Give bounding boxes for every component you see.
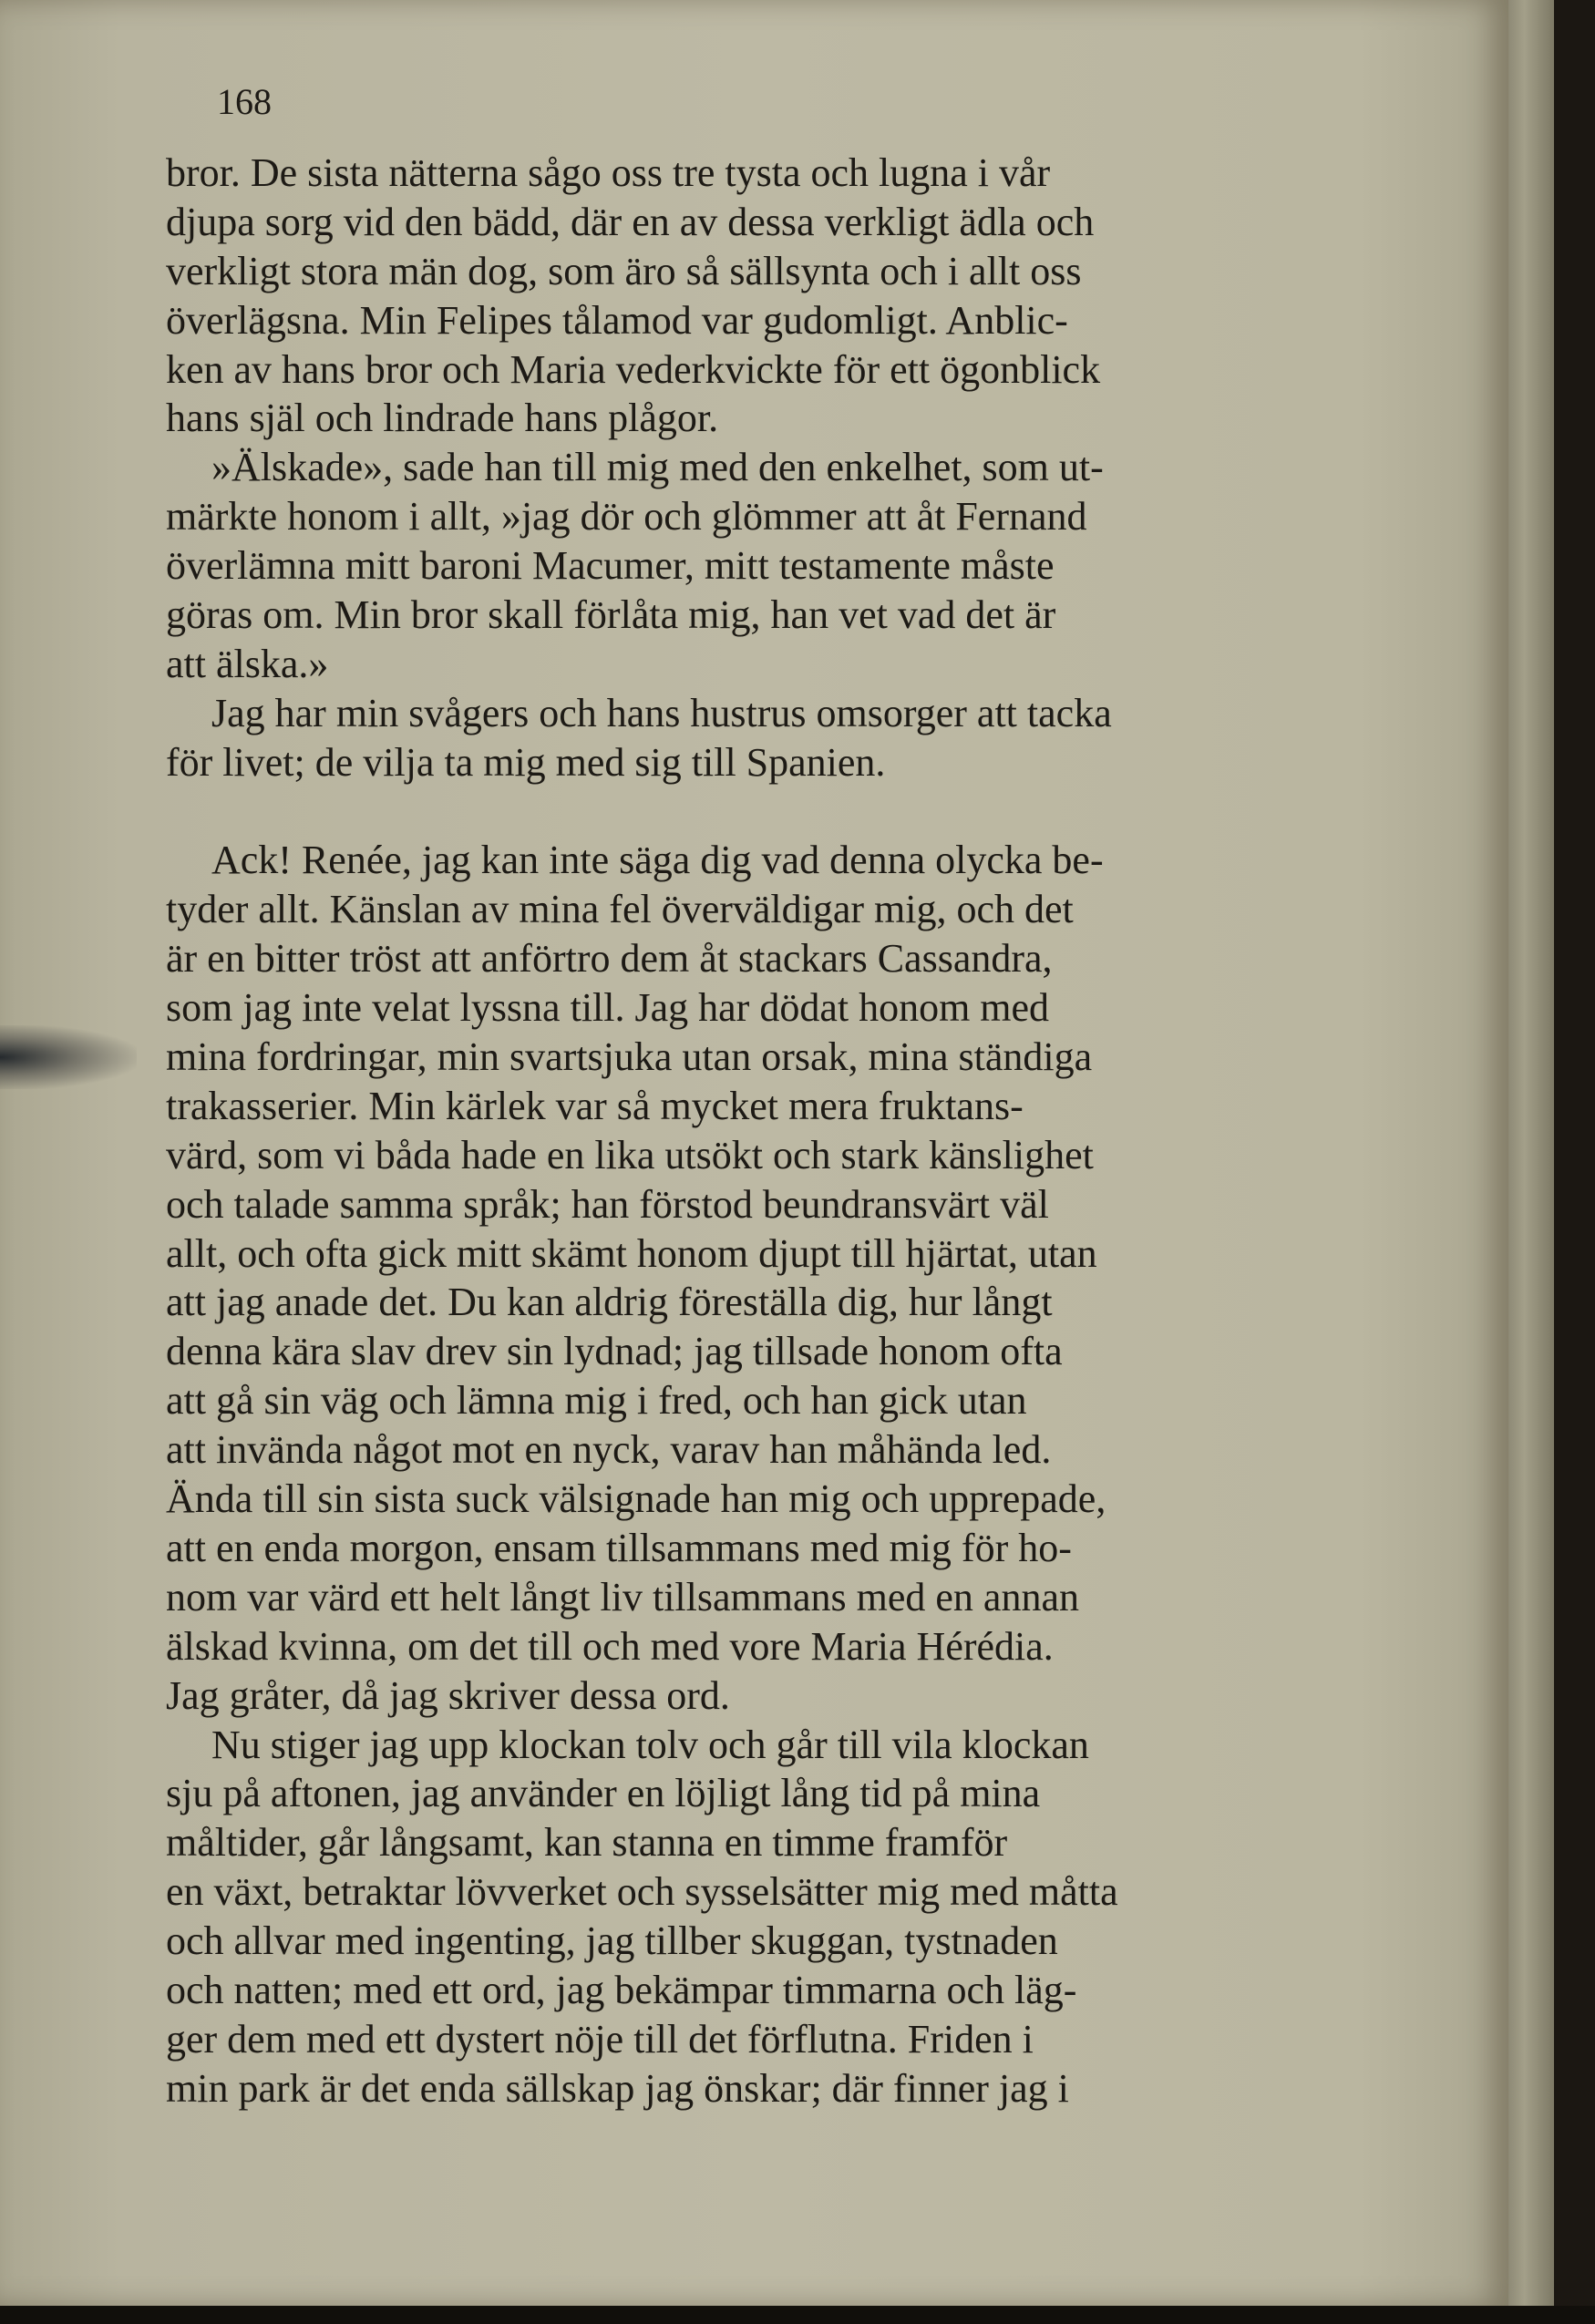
text-line: älskad kvinna, om det till och med vore Maria Hérédia.: [166, 1623, 1054, 1669]
text-line: som jag inte velat lyssna till. Jag har dödat honom med: [166, 985, 1050, 1031]
page-shadow: [0, 1025, 137, 1089]
text-line: göras om. Min bror skall förlåta mig, han vet vad det är: [166, 592, 1056, 638]
text-line: trakasserier. Min kärlek var så mycket mera fruktans-: [166, 1083, 1024, 1128]
text-line: att en enda morgon, ensam tillsammans med mig för ho-: [166, 1525, 1072, 1570]
text-line: värd, som vi båda hade en lika utsökt och stark känslighet: [166, 1132, 1094, 1177]
text-line: måltider, går långsamt, kan stanna en timme framför: [166, 1820, 1008, 1866]
text-line: Nu stiger jag upp klockan tolv och går till vila klockan: [211, 1722, 1089, 1767]
text-line: bror. De sista nätterna sågo oss tre tysta och lugna i vår: [166, 150, 1051, 195]
text-line: att gå sin väg och lämna mig i fred, och han gick utan: [166, 1378, 1027, 1424]
text-line: att invända något mot en nyck, varav han måhända led.: [166, 1427, 1052, 1473]
text-line: Ack! Renée, jag kan inte säga dig vad denna olycka be-: [211, 838, 1104, 883]
text-line: mina fordringar, min svartsjuka utan orsak, mina ständiga: [166, 1034, 1093, 1080]
text-line: ger dem med ett dystert nöje till det förflutna. Friden i: [166, 2016, 1034, 2062]
paragraph-gap: [166, 787, 1323, 837]
text-line: och allvar med ingenting, jag tillber skuggan, tystnaden: [166, 1918, 1058, 1964]
text-line: tyder allt. Känslan av mina fel överväldigar mig, och det: [166, 887, 1074, 932]
text-line: och talade samma språk; han förstod beundransvärt väl: [166, 1181, 1049, 1227]
text-line: verkligt stora män dog, som äro så sällsynta och i allt oss: [166, 248, 1082, 293]
text-line: för livet; de vilja ta mig med sig till Spanien.: [166, 739, 886, 785]
text-line: Jag har min svågers och hans hustrus omsorger att tacka: [211, 690, 1112, 735]
body-text: [166, 149, 1323, 2113]
text-line: djupa sorg vid den bädd, där en av dessa verkligt ädla och: [166, 199, 1095, 244]
text-line: min park är det enda sällskap jag önskar; där finner jag i: [166, 2065, 1069, 2111]
text-line: »Älskade», sade han till mig med den enkelhet, som ut-: [211, 445, 1104, 490]
text-line: att jag anade det. Du kan aldrig föreställa dig, hur långt: [166, 1280, 1053, 1325]
text-line: Ända till sin sista suck välsignade han mig och upprepade,: [166, 1476, 1106, 1522]
text-line: hans själ och lindrade hans plågor.: [166, 396, 719, 441]
text-line: överlägsna. Min Felipes tålamod var gudomligt. Anblic-: [166, 297, 1068, 343]
page-edge: [1508, 0, 1554, 2306]
text-line: en växt, betraktar lövverket och sysselsätter mig med måtta: [166, 1869, 1118, 1915]
text-line: är en bitter tröst att anförtro dem åt stackars Cassandra,: [166, 936, 1053, 982]
page-number: 168: [217, 81, 272, 122]
text-line: märkte honom i allt, »jag dör och glömmer att åt Fernand: [166, 494, 1087, 540]
text-line: allt, och ofta gick mitt skämt honom djupt till hjärtat, utan: [166, 1230, 1097, 1276]
text-line: Jag gråter, då jag skriver dessa ord.: [166, 1672, 730, 1718]
text-line: nom var värd ett helt långt liv tillsammans med en annan: [166, 1574, 1079, 1620]
text-line: och natten; med ett ord, jag bekämpar timmarna och läg-: [166, 1967, 1077, 2012]
text-line: denna kära slav drev sin lydnad; jag tillsade honom ofta: [166, 1329, 1063, 1374]
scan-bottom-border: [0, 2306, 1595, 2324]
text-line: sju på aftonen, jag använder en löjligt lång tid på mina: [166, 1771, 1041, 1816]
text-line: att älska.»: [166, 641, 329, 686]
text-line: överlämna mitt baroni Macumer, mitt testamente måste: [166, 543, 1055, 589]
text-line: ken av hans bror och Maria vederkvickte för ett ögonblick: [166, 346, 1101, 392]
